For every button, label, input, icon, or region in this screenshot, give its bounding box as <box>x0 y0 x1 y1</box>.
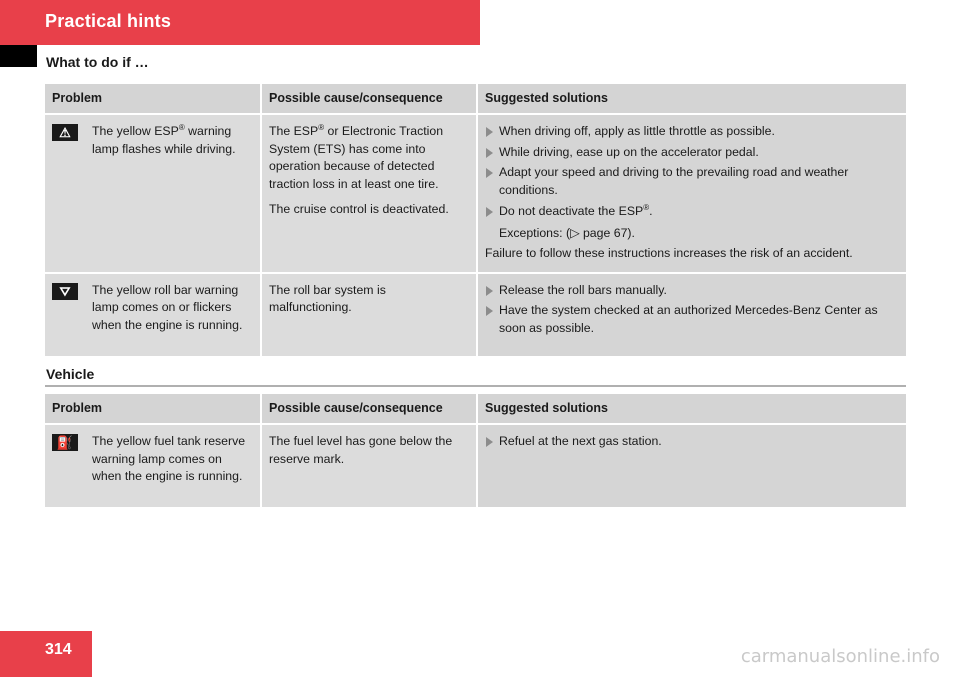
solution-step: Do not deactivate the ESP®. <box>485 203 899 221</box>
page-subheading: What to do if … <box>46 54 149 70</box>
column-header-cause: Possible cause/consequence <box>260 84 476 115</box>
cause-note: The cruise control is deactivated. <box>269 202 449 216</box>
vehicle-section-heading: Vehicle <box>46 366 95 382</box>
cause-text: The ESP® or Electronic Traction System (ETS) has come into operation because of detected traction loss in at least one tire. <box>269 122 444 191</box>
problem-cell <box>45 115 260 274</box>
table-row <box>45 274 906 358</box>
column-header-problem: Problem <box>45 84 260 115</box>
solution-step: Have the system checked at an authorized Mercedes-Benz Center as soon as possible. <box>485 302 899 337</box>
cause-cell <box>260 115 476 274</box>
page-reference-link[interactable]: Exceptions: (▷ page 67). <box>499 225 635 240</box>
esp-roll-bar-table <box>45 84 906 358</box>
section-divider <box>45 385 906 387</box>
roll-bar-warning-lamp-icon: ⛛ <box>52 283 78 300</box>
solution-step: Adapt your speed and driving to the prevailing road and weather conditions. <box>485 164 899 199</box>
vehicle-table <box>45 394 906 509</box>
table-row <box>45 115 906 274</box>
column-header-solutions: Suggested solutions <box>476 394 906 425</box>
problem-text: The yellow ESP® warning lamp flashes while driving. <box>92 122 236 156</box>
column-header-solutions: Suggested solutions <box>476 84 906 115</box>
fuel-reserve-lamp-icon: ⛽ <box>52 434 78 451</box>
problem-text: The yellow roll bar warning lamp comes on or flickers when the engine is running. <box>92 282 243 332</box>
watermark: carmanualsonline.info <box>740 646 940 667</box>
table-header-row <box>45 394 906 425</box>
column-header-problem: Problem <box>45 394 260 425</box>
solution-step: When driving off, apply as little throttle as possible. <box>485 123 899 141</box>
solution-step: Refuel at the next gas station. <box>485 433 899 451</box>
accident-warning: Failure to follow these instructions increases the risk of an accident. <box>485 246 853 260</box>
solutions-cell <box>476 425 906 509</box>
page-number: 314 <box>45 641 72 658</box>
problem-cell <box>45 274 260 358</box>
cause-cell <box>260 425 476 509</box>
problem-cell <box>45 425 260 509</box>
column-header-cause: Possible cause/consequence <box>260 394 476 425</box>
cause-cell <box>260 274 476 358</box>
cause-text: The roll bar system is malfunctioning. <box>269 282 386 314</box>
solutions-cell <box>476 115 906 274</box>
solutions-cell <box>476 274 906 358</box>
black-tab-marker <box>0 45 37 67</box>
esp-warning-lamp-icon: ⚠ <box>52 124 78 141</box>
table-row <box>45 425 906 509</box>
cause-text: The fuel level has gone below the reserve mark. <box>269 434 453 466</box>
section-title: Practical hints <box>45 11 172 31</box>
solution-step: While driving, ease up on the accelerator pedal. <box>485 144 899 162</box>
solution-step: Release the roll bars manually. <box>485 282 899 300</box>
problem-text: The yellow fuel tank reserve warning lamp comes on when the engine is running. <box>92 434 246 483</box>
table-header-row <box>45 84 906 115</box>
page-number-box <box>0 631 92 677</box>
section-header-bar <box>0 0 480 45</box>
